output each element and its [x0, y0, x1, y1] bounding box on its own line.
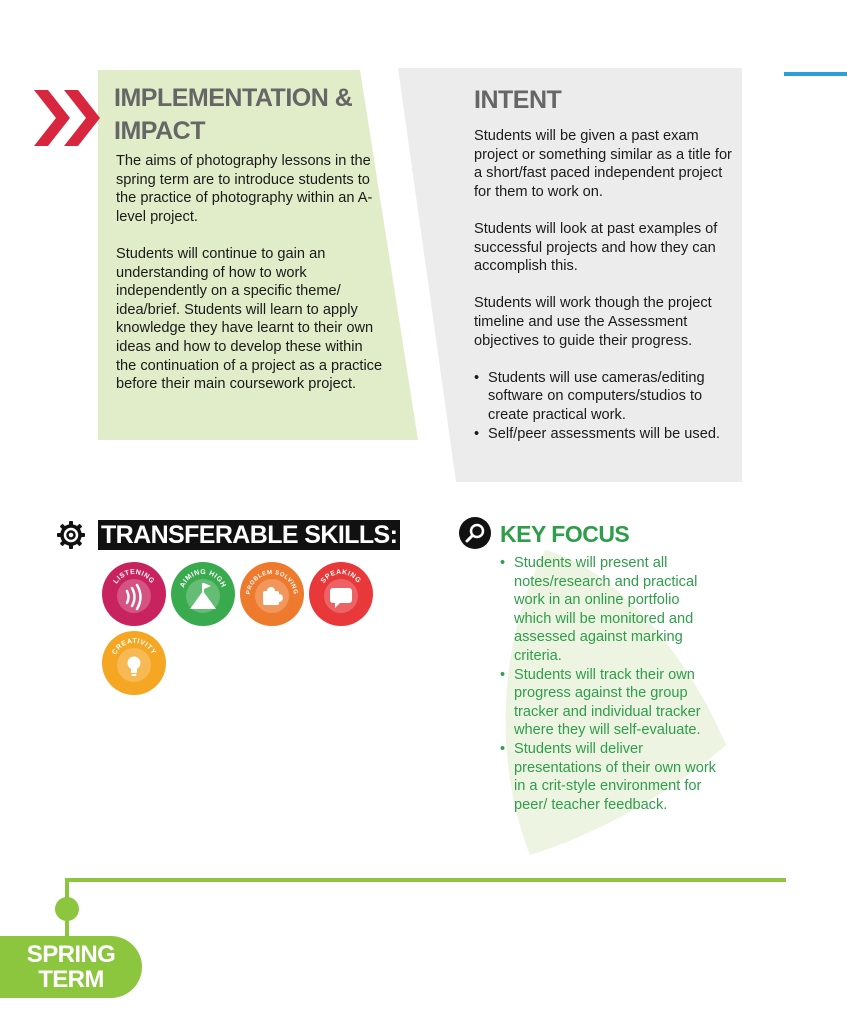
term-label-tag — [0, 936, 142, 998]
intent-body — [474, 127, 736, 443]
badge-label: PROBLEM SOLVING — [245, 569, 299, 596]
intent-paragraph: Students will look at past examples of successful projects and how they can accomplish this. — [474, 220, 718, 275]
implementation-title — [114, 82, 414, 148]
badge-label: AIMING HIGH — [179, 568, 227, 589]
badge-label: CREATIVITY — [111, 637, 157, 657]
skill-badge-speaking — [308, 561, 374, 627]
transferable-skills-title: TRANSFERABLE SKILLS: — [98, 520, 400, 550]
skill-badge-aiming-high — [170, 561, 236, 627]
list-item: • Students will track their own progress against the group tracker and individual tracker where they will self-evaluate. — [500, 666, 720, 740]
skill-badge-problem-solving — [239, 561, 305, 627]
intent-bullet-list — [474, 369, 736, 443]
key-focus-title: KEY FOCUS — [500, 521, 630, 547]
intent-title: INTENT — [474, 86, 562, 114]
gear-icon — [56, 520, 86, 550]
term-label-line2: TERM — [38, 966, 104, 993]
skill-badge-creativity — [101, 630, 167, 696]
skill-badge-listening — [101, 561, 167, 627]
implementation-title-line1: IMPLEMENTATION & — [114, 84, 353, 112]
key-focus-bullet-list — [500, 554, 720, 814]
badge-label: SPEAKING — [319, 568, 363, 585]
intent-paragraph: Students will be given a past exam project or something similar as a title for a short/fast paced independent project for them to work on. — [474, 128, 732, 200]
key-focus-body — [500, 554, 720, 814]
list-item: • Students will deliver presentations of their own work in a crit-style environment for peer/ teacher feedback. — [500, 740, 720, 814]
list-item: • Self/peer assessments will be used. — [474, 425, 736, 444]
implementation-paragraph: Students will continue to gain an understanding of how to work independently on a specific theme/ idea/brief. Students will learn to apply knowledge they have learnt to their own ideas and how to develop these within the continuation of a project as a practice before their main coursework project. — [116, 245, 383, 393]
magnifier-icon — [458, 516, 492, 550]
intent-paragraph: Students will work though the project timeline and use the Assessment objectives to guide their progress. — [474, 295, 712, 349]
implementation-title-line2: IMPACT — [114, 117, 205, 145]
chevron-arrows-icon — [34, 86, 106, 150]
list-item: • Students will use cameras/editing software on computers/studios to create practical work. — [474, 369, 736, 425]
implementation-body — [116, 152, 384, 412]
term-label-line1: SPRING — [26, 941, 116, 968]
badge-label: LISTENING — [112, 568, 156, 586]
implementation-paragraph: The aims of photography lessons in the spring term are to introduce students to the practice of photography within an A-level project. — [116, 153, 373, 225]
list-item: • Students will present all notes/research and practical work in an online portfolio which will be monitored and assessed against marking criteria. — [500, 554, 720, 666]
